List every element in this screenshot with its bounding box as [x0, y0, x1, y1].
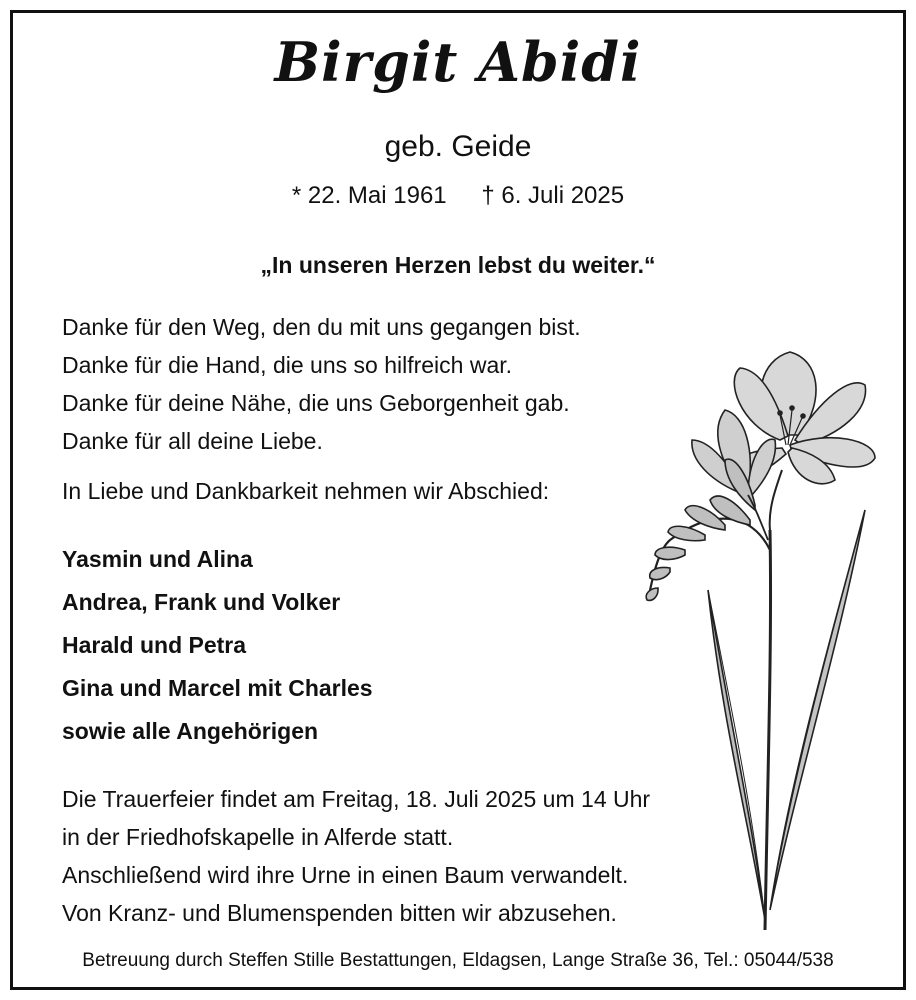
service-line: Von Kranz- und Blumenspenden bitten wir abzusehen.	[62, 900, 617, 926]
mourner: sowie alle Angehörigen	[62, 718, 319, 744]
service-details	[62, 780, 650, 932]
life-dates	[0, 182, 916, 210]
freesia-flower-icon	[630, 340, 880, 940]
mourners-list	[62, 538, 373, 753]
poem	[62, 308, 581, 460]
deceased-name: Birgit Abidi	[274, 30, 642, 94]
birth-date: * 22. Mai 1961	[291, 182, 447, 209]
death-date: † 6. Juli 2025	[481, 182, 625, 209]
mourner: Yasmin und Alina	[62, 546, 253, 572]
funeral-home-footer: Betreuung durch Steffen Stille Bestattungen, Eldagsen, Lange Straße 36, Tel.: 05044/538	[82, 950, 834, 971]
farewell-line: In Liebe und Dankbarkeit nehmen wir Abschied:	[62, 478, 550, 504]
poem-line: Danke für deine Nähe, die uns Geborgenheit gab.	[62, 390, 570, 416]
poem-line: Danke für all deine Liebe.	[62, 428, 323, 454]
mourner: Andrea, Frank und Volker	[62, 589, 341, 615]
mourner: Gina und Marcel mit Charles	[62, 675, 373, 701]
poem-line: Danke für den Weg, den du mit uns gegangen bist.	[62, 314, 581, 340]
service-line: Die Trauerfeier findet am Freitag, 18. Juli 2025 um 14 Uhr	[62, 786, 651, 812]
poem-line: Danke für die Hand, die uns so hilfreich war.	[62, 352, 513, 378]
memorial-quote: „In unseren Herzen lebst du weiter.“	[260, 252, 656, 278]
service-line: in der Friedhofskapelle in Alferde statt.	[62, 824, 454, 850]
service-line: Anschließend wird ihre Urne in einen Baum verwandelt.	[62, 862, 629, 888]
birth-name: geb. Geide	[384, 130, 532, 163]
mourner: Harald und Petra	[62, 632, 247, 658]
